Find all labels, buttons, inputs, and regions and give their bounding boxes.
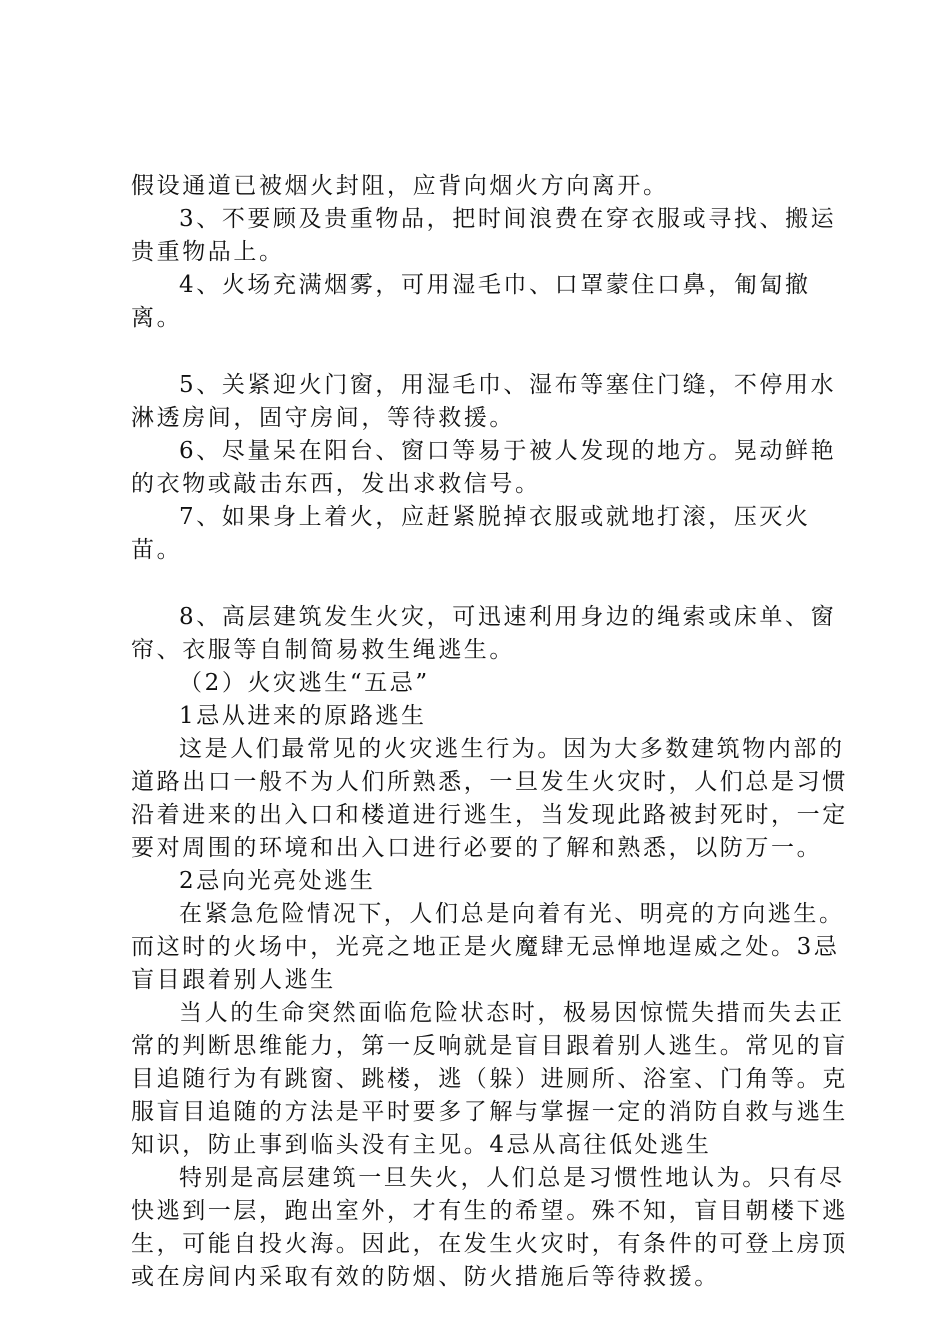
body-text <box>131 170 851 1294</box>
paragraph: 5、关紧迎火门窗，用湿毛巾、湿布等塞住门缝，不停用水淋透房间，固守房间，等待救援。 <box>131 372 837 431</box>
paragraph: 8、高层建筑发生火灾，可迅速利用身边的绳索或床单、窗帘、衣服等自制简易救生绳逃生。 <box>131 604 837 663</box>
paragraph-gap <box>131 567 851 601</box>
section-heading: （2）火灾逃生“五忌” <box>179 670 430 696</box>
paragraph: 假设通道已被烟火封阻，应背向烟火方向离开。 <box>131 173 669 199</box>
paragraph: 6、尽量呆在阳台、窗口等易于被人发现的地方。晃动鲜艳的衣物或敲击东西，发出求救信号。 <box>131 438 837 497</box>
paragraph: 特别是高层建筑一旦失火，人们总是习惯性地认为。只有尽快逃到一层，跑出室外，才有生的希望。殊不知，盲目朝楼下逃生，可能自投火海。因此，在发生火灾时，有条件的可登上房顶或在房间内采取有效的防烟、防火措施后等待救援。 <box>131 1165 848 1290</box>
subheading: 1忌从进来的原路逃生 <box>179 703 427 729</box>
paragraph: 这是人们最常见的火灾逃生行为。因为大多数建筑物内部的道路出口一般不为人们所熟悉，一旦发生火灾时，人们总是习惯沿着进来的出入口和楼道进行逃生，当发现此路被封死时，一定要对周围的环境和出入口进行必要的了解和熟悉，以防万一。 <box>131 736 848 861</box>
paragraph: 3、不要顾及贵重物品，把时间浪费在穿衣服或寻找、搬运贵重物品上。 <box>131 206 837 265</box>
paragraph-gap <box>131 335 851 369</box>
paragraph: 7、如果身上着火，应赶紧脱掉衣服或就地打滚，压灭火苗。 <box>131 504 811 563</box>
paragraph: 在紧急危险情况下，人们总是向着有光、明亮的方向逃生。而这时的火场中，光亮之地正是火魔肆无忌惮地逞威之处。3忌盲目跟着别人逃生 <box>131 901 845 993</box>
paragraph: 当人的生命突然面临危险状态时，极易因惊慌失措而失去正常的判断思维能力，第一反响就是盲目跟着别人逃生。常见的盲目追随行为有跳窗、跳楼，逃（躲）进厕所、浴室、门角等。克服盲目追随的方法是平时要多了解与掌握一定的消防自救与逃生知识，防止事到临头没有主见。4忌从高往低处逃生 <box>131 1000 848 1158</box>
subheading: 2忌向光亮处逃生 <box>179 868 376 894</box>
paragraph: 4、火场充满烟雾，可用湿毛巾、口罩蒙住口鼻，匍匐撤离。 <box>131 272 811 331</box>
